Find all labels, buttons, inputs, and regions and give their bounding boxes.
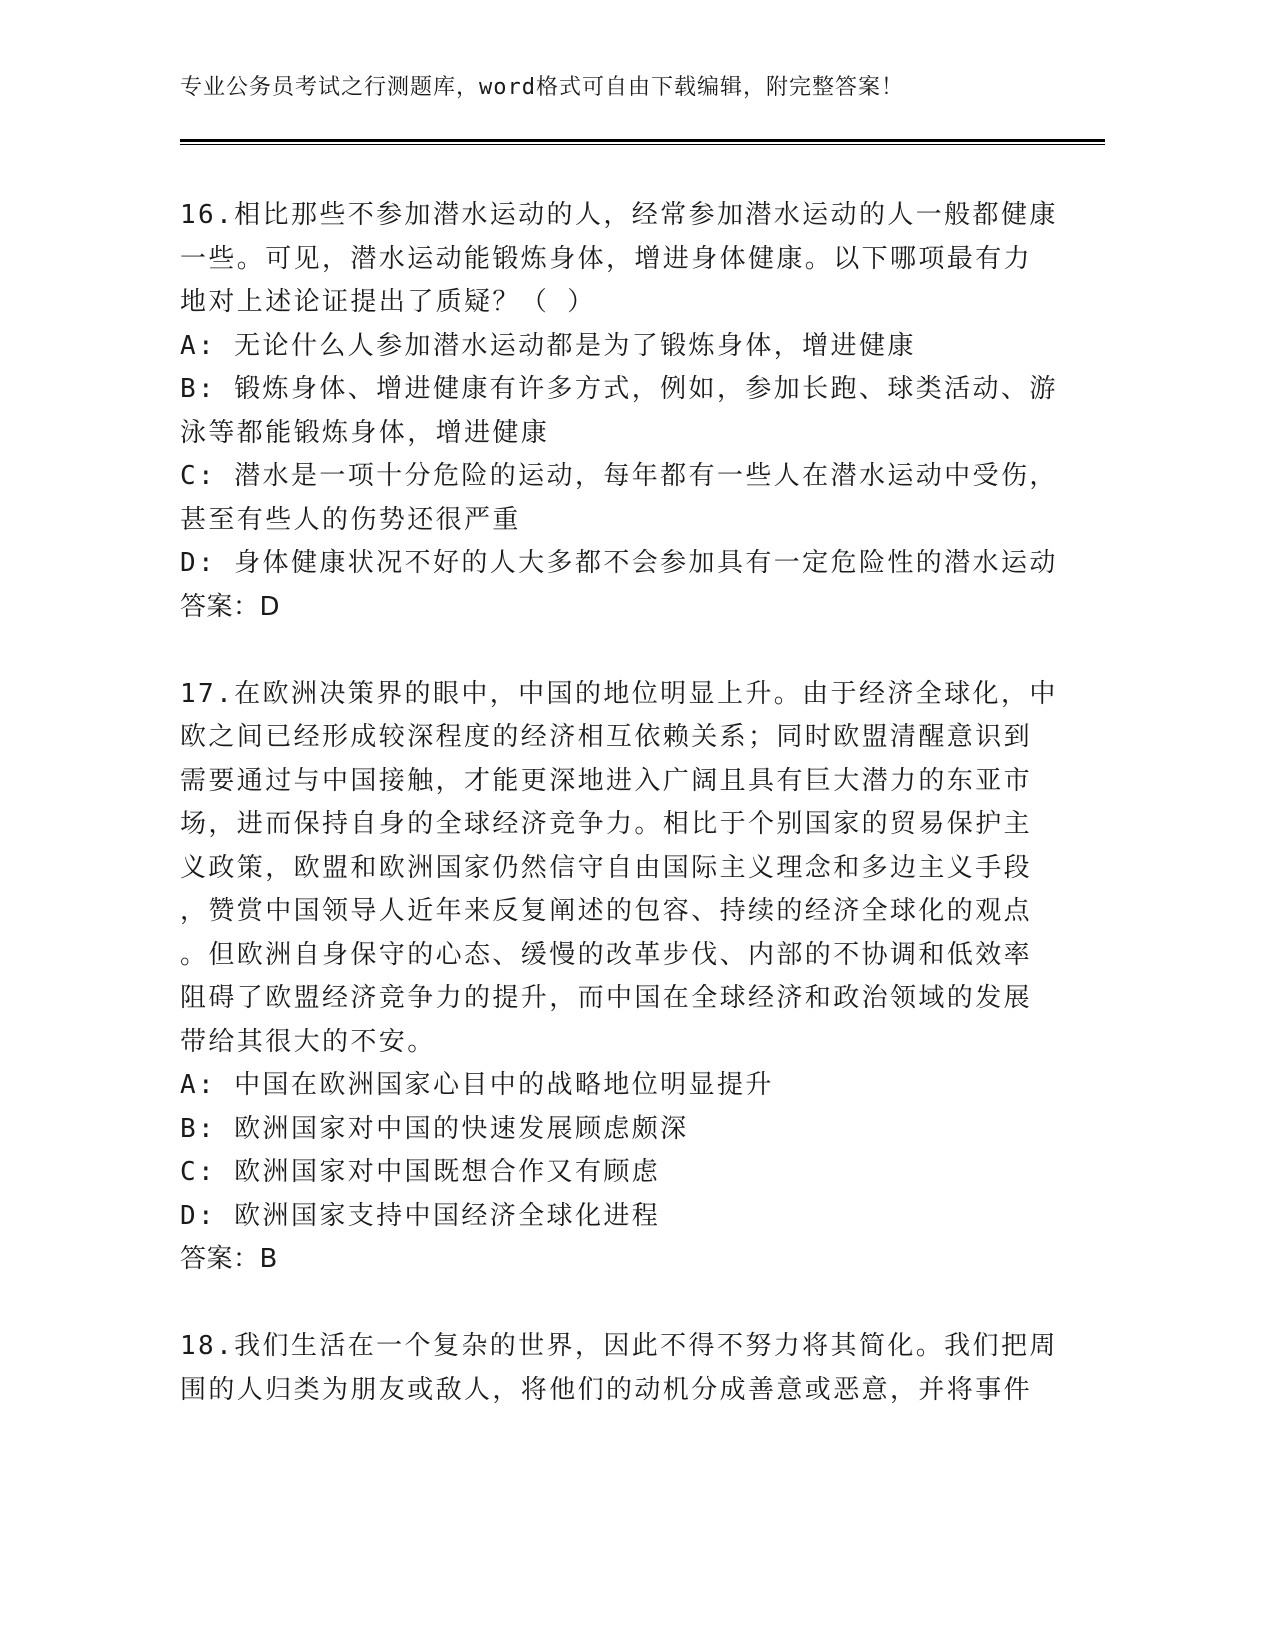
question-17: [180, 673, 1058, 1282]
question-stem-line: 阻碍了欧盟经济竞争力的提升，而中国在全球经济和政治领域的发展: [180, 983, 1033, 1013]
header-text: 专业公务员考试之行测题库，word格式可自由下载编辑，附完整答案！: [180, 75, 904, 100]
option-line: A: 中国在欧洲国家心目中的战略地位明显提升: [180, 1070, 774, 1100]
header-rule-thick: [180, 139, 1105, 142]
question-stem-line: 16.相比那些不参加潜水运动的人，经常参加潜水运动的人一般都健康: [180, 200, 1058, 230]
option-a: [180, 1064, 1040, 1108]
option-b: [180, 1108, 1040, 1152]
answer-line: 答案：B: [180, 1244, 278, 1274]
option-d: [180, 1195, 1040, 1239]
question-spacer: [180, 629, 1040, 673]
option-c: [180, 1151, 1040, 1195]
question-stem-line: 地对上述论证提出了质疑？（ ）: [180, 287, 596, 317]
option-d: [180, 542, 1058, 586]
question-stem-line: 围的人归类为朋友或敌人，将他们的动机分成善意或恶意，并将事件: [180, 1374, 1033, 1405]
option-line: A: 无论什么人参加潜水运动都是为了锻炼身体，增进健康: [180, 330, 916, 361]
option-line: B: 欧洲国家对中国的快速发展顾虑颇深: [180, 1113, 689, 1144]
header-rule-thin: [180, 144, 1105, 145]
question-stem-line: 场，进而保持自身的全球经济竞争力。相比于个别国家的贸易保护主: [180, 809, 1033, 839]
question-stem-line: 18.我们生活在一个复杂的世界，因此不得不努力将其简化。我们把周: [180, 1331, 1058, 1361]
question-stem-line: 欧之间已经形成较深程度的经济相互依赖关系；同时欧盟清醒意识到: [180, 722, 1033, 752]
option-line: C: 欧洲国家对中国既想合作又有顾虑: [180, 1157, 661, 1187]
question-stem-line: 17.在欧洲决策界的眼中，中国的地位明显上升。由于经济全球化，中: [180, 678, 1058, 709]
option-line: 甚至有些人的伤势还很严重: [180, 504, 521, 535]
option-line: C: 潜水是一项十分危险的运动，每年都有一些人在潜水运动中受伤，: [180, 461, 1058, 491]
question-stem-line: 带给其很大的不安。: [180, 1026, 436, 1057]
question-stem-line: 需要通过与中国接触，才能更深地进入广阔且具有巨大潜力的东亚市: [180, 765, 1033, 796]
question-spacer: [180, 1282, 1040, 1326]
option-a: [180, 325, 1040, 369]
option-line: B: 锻炼身体、增进健康有许多方式，例如，参加长跑、球类活动、游: [180, 374, 1058, 404]
question-18: [180, 1325, 1058, 1412]
question-stem-line: ，赞赏中国领导人近年来反复阐述的包容、持续的经济全球化的观点: [180, 896, 1033, 926]
option-line: 泳等都能锻炼身体，增进健康: [180, 417, 550, 448]
option-c: [180, 455, 1058, 542]
question-16: [180, 194, 1058, 629]
option-b: [180, 368, 1058, 455]
option-line: D: 欧洲国家支持中国经济全球化进程: [180, 1200, 661, 1231]
question-stem-line: 一些。可见，潜水运动能锻炼身体，增进身体健康。以下哪项最有力: [180, 243, 1033, 274]
question-stem-line: 。但欧洲自身保守的心态、缓慢的改革步伐、内部的不协调和低效率: [180, 939, 1033, 970]
option-line: D: 身体健康状况不好的人大多都不会参加具有一定危险性的潜水运动: [180, 548, 1058, 578]
question-list: [180, 194, 1058, 1412]
answer-line: 答案：D: [180, 591, 281, 622]
question-stem-line: 义政策，欧盟和欧洲国家仍然信守自由国际主义理念和多边主义手段: [180, 852, 1033, 883]
